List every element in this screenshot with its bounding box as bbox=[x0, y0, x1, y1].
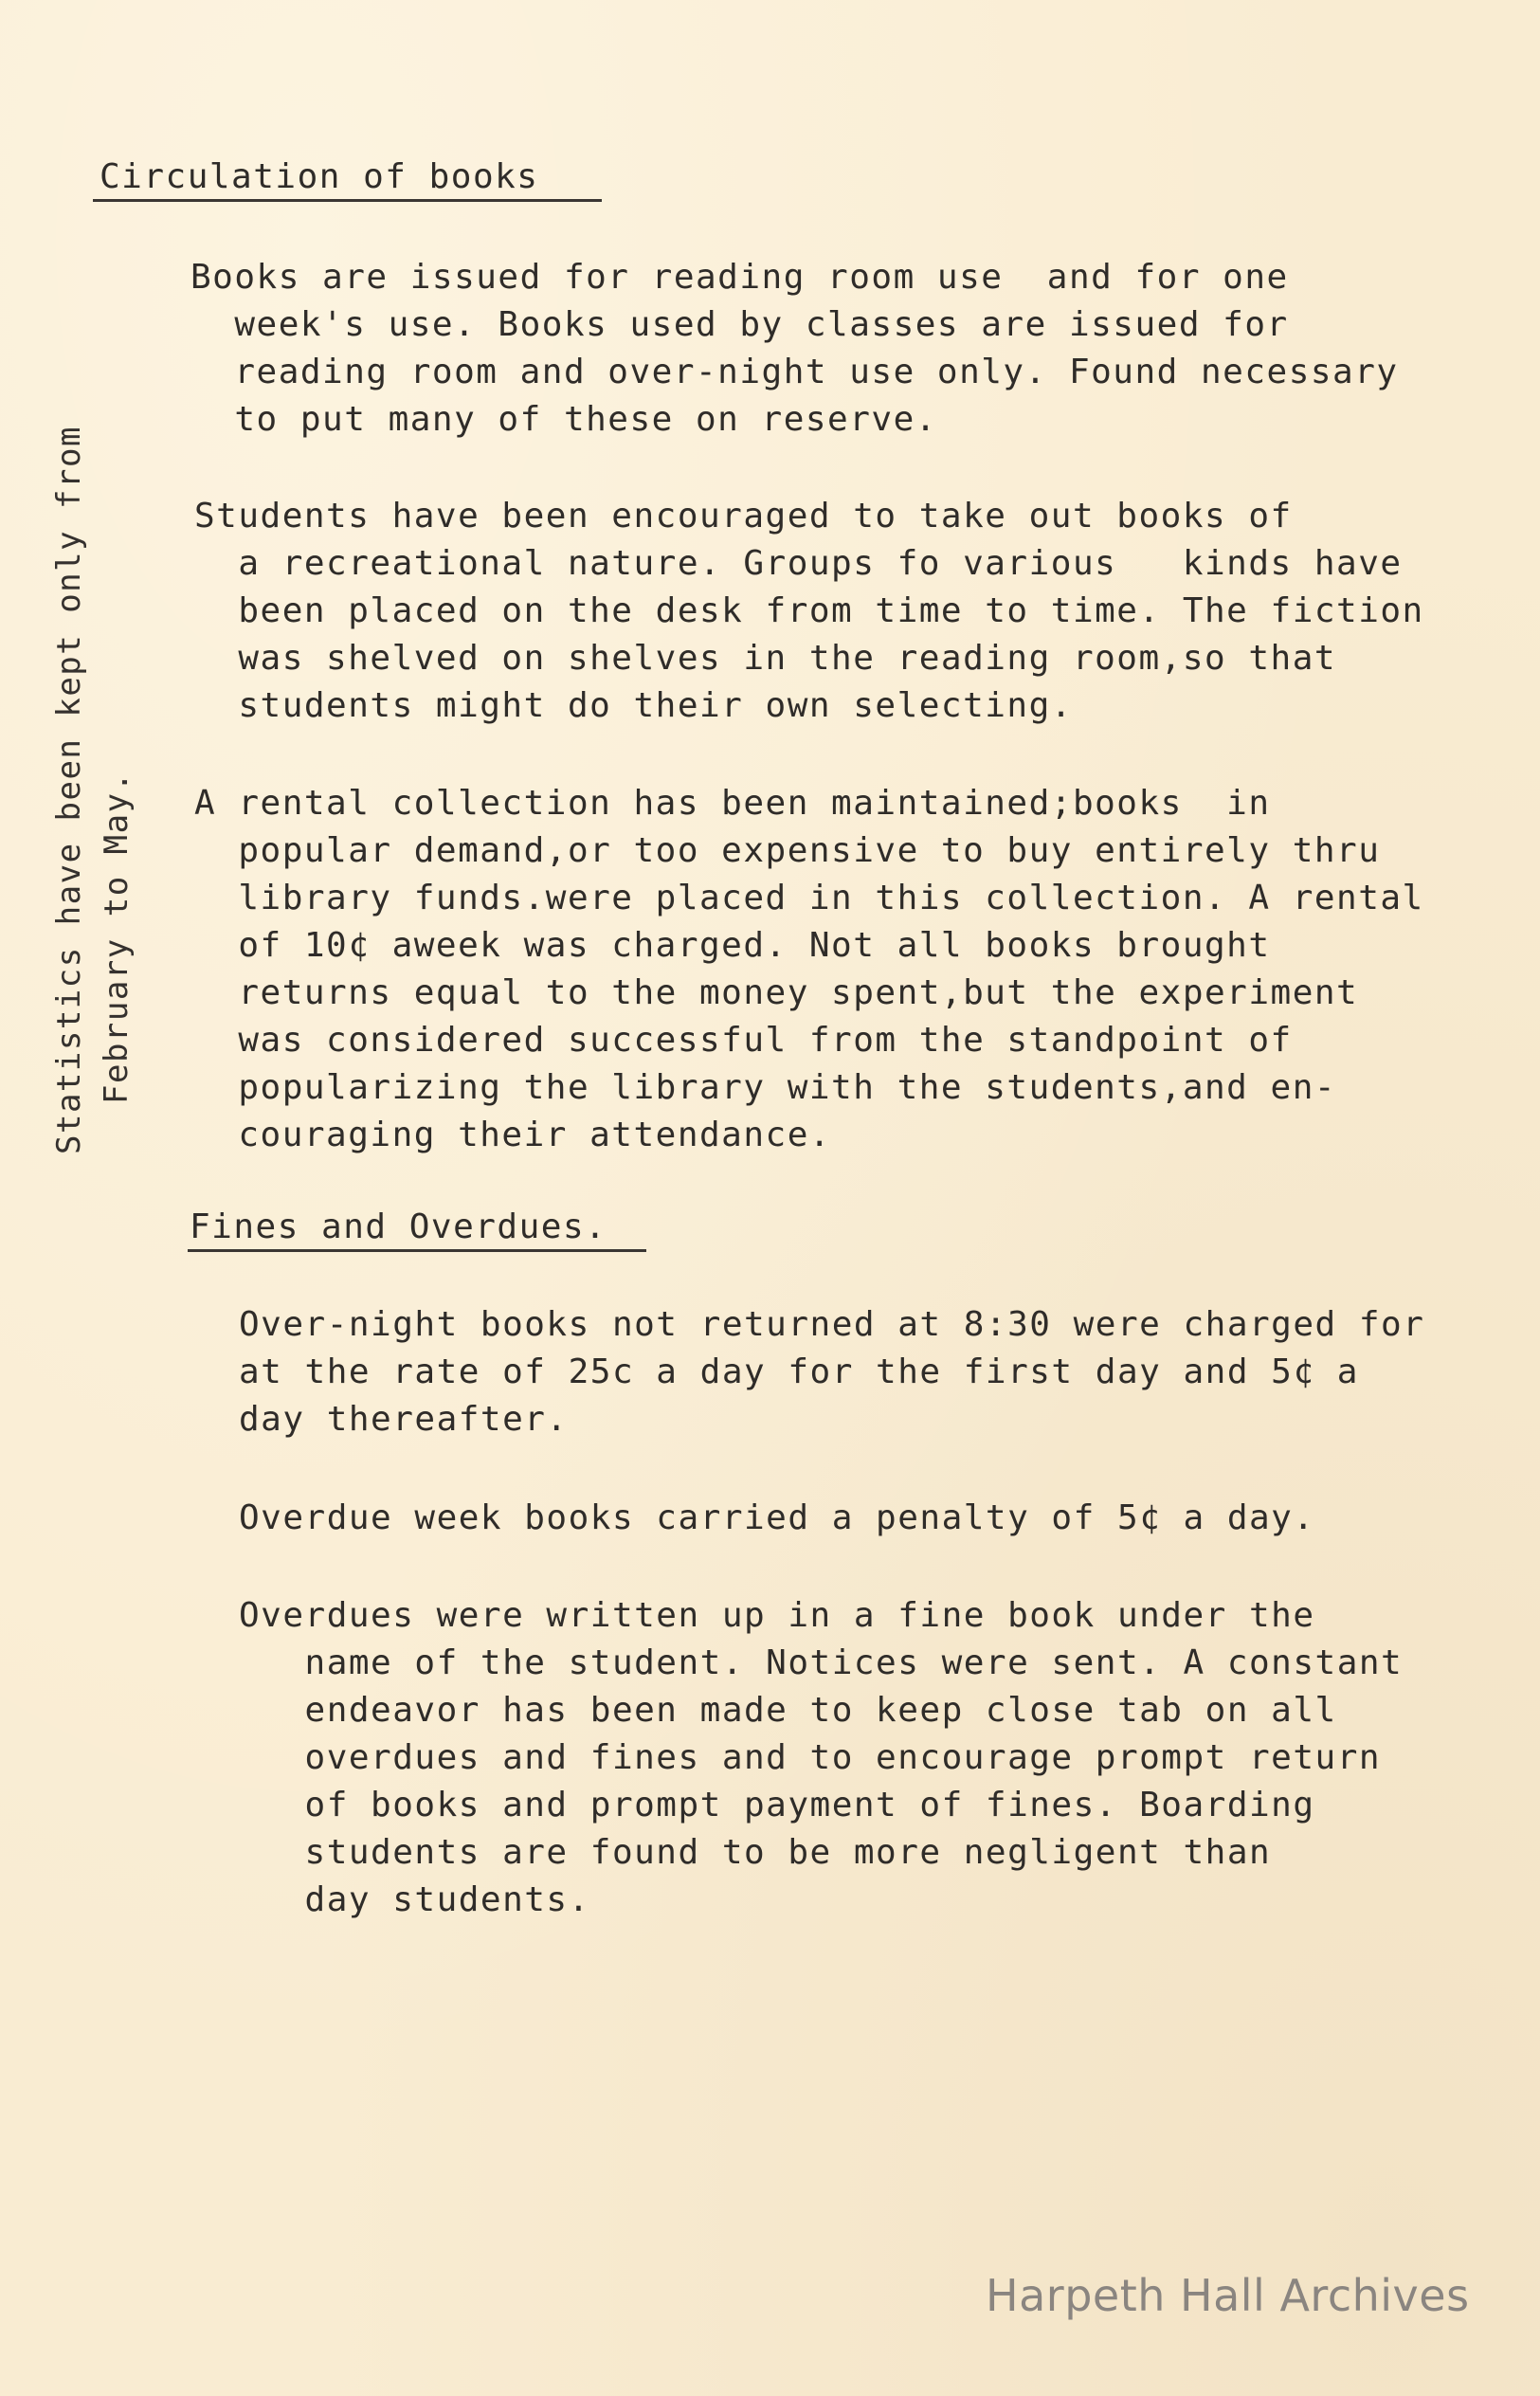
text-line: popular demand,or too expensive to buy entirely thru bbox=[194, 831, 1381, 870]
margin-note-line-1: Statistics have been kept only from bbox=[50, 426, 88, 1154]
text-line: name of the student. Notices were sent. A constant bbox=[239, 1643, 1404, 1682]
heading-underline bbox=[188, 1249, 646, 1252]
text-line: Books are issued for reading room use and for one bbox=[190, 258, 1289, 297]
margin-note-line-2: February to May. bbox=[98, 771, 136, 1104]
text-line: a recreational nature. Groups fo various kinds have bbox=[194, 544, 1403, 583]
text-line: overdues and fines and to encourage prompt return bbox=[239, 1738, 1382, 1777]
text-line: of 10¢ aweek was charged. Not all books brought bbox=[194, 926, 1271, 965]
text-line: students might do their own selecting. bbox=[194, 686, 1073, 725]
text-line: day thereafter. bbox=[239, 1400, 569, 1439]
text-line: Over-night books not returned at 8:30 were charged for bbox=[239, 1305, 1425, 1344]
archive-watermark: Harpeth Hall Archives bbox=[986, 2270, 1470, 2321]
text-line: endeavor has been made to keep close tab on all bbox=[239, 1691, 1337, 1730]
text-line: Overdue week books carried a penalty of 5¢ a day. bbox=[239, 1498, 1315, 1537]
text-line: day students. bbox=[239, 1880, 590, 1919]
text-line: students are found to be more negligent than bbox=[239, 1833, 1272, 1872]
heading-underline bbox=[93, 199, 602, 202]
text-line: A rental collection has been maintained;books in bbox=[194, 784, 1271, 823]
text-line: returns equal to the money spent,but the experiment bbox=[194, 973, 1359, 1012]
text-line: been placed on the desk from time to time. The fiction bbox=[194, 591, 1424, 630]
text-line: was shelved on shelves in the reading room,so that bbox=[194, 639, 1337, 678]
section-heading-circulation: Circulation of books bbox=[100, 157, 539, 196]
text-line: Students have been encouraged to take out books of bbox=[194, 497, 1293, 535]
text-line: library funds.were placed in this collection. A rental bbox=[194, 879, 1424, 917]
text-line: week's use. Books used by classes are issued for bbox=[190, 305, 1289, 344]
text-line: was considered successful from the standpoint of bbox=[194, 1021, 1293, 1060]
text-line: Overdues were written up in a fine book under the bbox=[239, 1596, 1315, 1635]
text-line: of books and prompt payment of fines. Boarding bbox=[239, 1786, 1315, 1824]
text-line: to put many of these on reserve. bbox=[190, 400, 937, 439]
text-line: popularizing the library with the students,and en- bbox=[194, 1068, 1337, 1107]
text-line: couraging their attendance. bbox=[194, 1116, 832, 1154]
text-line: at the rate of 25c a day for the first day and 5¢ a bbox=[239, 1352, 1359, 1391]
text-line: reading room and over-night use only. Found necessary bbox=[190, 353, 1399, 391]
section-heading-fines: Fines and Overdues. bbox=[190, 1207, 607, 1246]
